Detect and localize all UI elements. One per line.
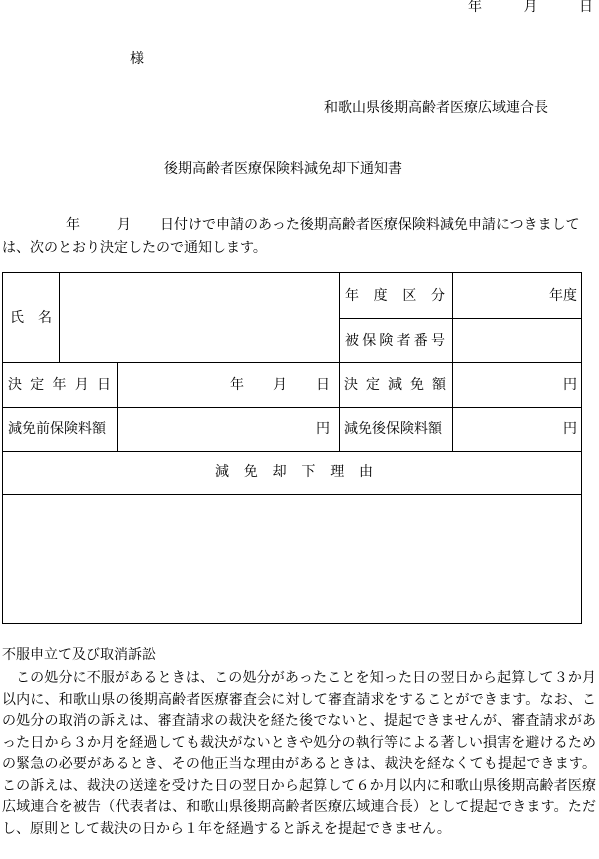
document-title: 後期高齢者医療保険料減免却下通知書 <box>164 161 402 177</box>
intro-text-line-1: 日付けで申請のあった後期高齢者医療保険料減免申請につきまして <box>160 217 580 233</box>
date-line <box>468 0 593 14</box>
fiscal-year-label: 年 度 区 分 <box>345 288 445 304</box>
intro-year: 年 <box>66 217 80 233</box>
table-rule <box>3 451 582 452</box>
after-premium-unit: 円 <box>563 421 577 437</box>
table-rule <box>3 362 582 363</box>
rejection-reason-field[interactable] <box>7 498 577 620</box>
name-label: 氏 名 <box>10 310 52 326</box>
table-rule <box>452 273 453 362</box>
table-rule <box>3 494 582 495</box>
rejection-reason-label: 減 免 却 下 理 由 <box>215 464 373 480</box>
before-premium-label: 減免前保険料額 <box>8 421 106 437</box>
before-premium-unit: 円 <box>316 421 330 437</box>
date-year-label: 年 <box>468 0 482 15</box>
table-rule <box>339 318 582 319</box>
decision-date-month: 月 <box>273 377 287 393</box>
table-rule <box>59 273 60 362</box>
issuer-name: 和歌山県後期高齢者医療広域連合長 <box>324 100 548 116</box>
table-rule <box>117 362 118 451</box>
table-rule <box>452 362 453 451</box>
intro-month: 月 <box>117 217 131 233</box>
reduction-amount-unit: 円 <box>563 377 577 393</box>
table-rule <box>339 273 340 451</box>
table-rule <box>3 407 582 408</box>
name-value-field[interactable] <box>63 277 335 359</box>
appeal-notice-title: 不服申立て及び取消訴訟 <box>2 647 156 663</box>
fiscal-year-unit: 年度 <box>549 288 577 304</box>
decision-date-day: 日 <box>316 377 330 393</box>
intro-text-line-2: は、次のとおり決定したので通知します。 <box>2 240 267 256</box>
insured-number-label: 被 保 険 者 番 号 <box>345 333 445 349</box>
decision-table <box>2 272 582 624</box>
reduction-amount-label: 決 定 減 免 額 <box>344 377 446 393</box>
after-premium-label: 減免後保険料額 <box>344 421 442 437</box>
date-month-label: 月 <box>523 0 538 15</box>
addressee-suffix: 様 <box>130 51 144 67</box>
appeal-notice-body: この処分に不服があるときは、この処分があったことを知った日の翌日から起算して３か月以内に、和歌山県の後期高齢者医療審査会に対して審査請求をすることができます。なお、この処分の取消の訴えは、審査請求の裁決を経た後でないと、提起できませんが、審査請求があった日から３か月を経過しても裁決がないときや処分の執行等による著しい損害を避けるための緊急の必要があるとき、その他正当な理由があるときは、裁決を経なくても提起できます。この訴えは、裁決の送達を受けた日の翌日から起算して６か月以内に和歌山県後期高齢者医療広域連合を被告（代表者は、和歌山県後期高齢者医療広域連合長）として提起できます。ただし、原則として裁決の日から１年を経過すると訴えを提起できません。 <box>2 670 596 837</box>
date-day-label: 日 <box>579 0 593 15</box>
decision-date-label: 決 定 年 月 日 <box>8 377 111 393</box>
decision-date-year: 年 <box>230 377 244 393</box>
